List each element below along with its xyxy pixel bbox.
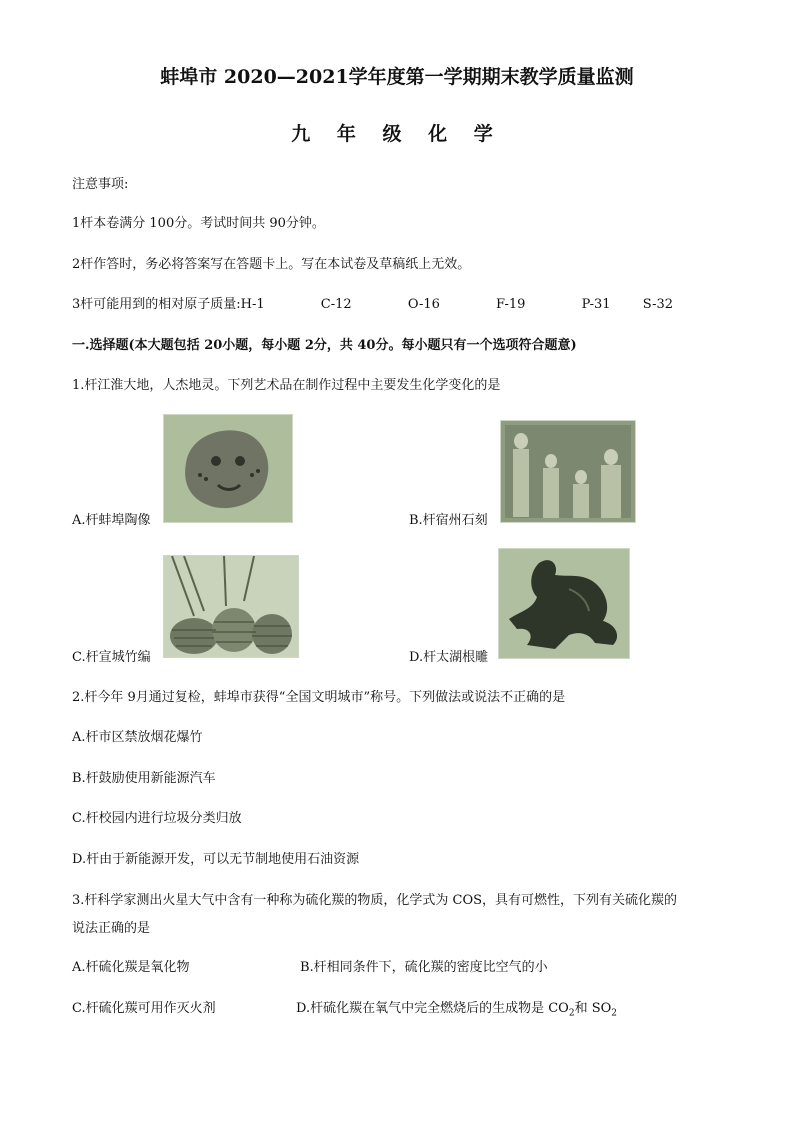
q1-option-d: D.杆太湖根雕: [409, 650, 489, 665]
pottery-image: [163, 414, 293, 523]
q3-option-d: [296, 997, 617, 1019]
q3-stem-line-2: 说法正确的是: [72, 921, 151, 936]
exam-title: 蚌埠市 2020—2021学年度第一学期期末教学质量监测: [160, 66, 634, 88]
so2-formula: SO: [591, 1001, 612, 1016]
q3-option-d-conj: 和: [574, 1001, 592, 1016]
q1-option-b: B.杆宿州石刻: [409, 513, 488, 528]
notice-item-2: 2杆作答时，务必将答案写在答题卡上。写在本试卷及草稿纸上无效。: [72, 257, 471, 272]
notice-item-3-text: 3杆可能用到的相对原子质量:H-1: [72, 297, 265, 312]
notice-item-1: 1杆本卷满分 100分。考试时间共 90分钟。: [72, 216, 325, 231]
stone-relief-icon: [501, 421, 635, 522]
mass-p: P-31: [581, 297, 611, 312]
q2-option-d: D.杆由于新能源开发，可以无节制地使用石油资源: [72, 852, 360, 867]
co2-formula: CO: [548, 1001, 569, 1016]
pottery-figure-icon: [164, 415, 292, 522]
horse-root-carving-icon: [499, 549, 629, 658]
bamboo-weaving-image: [163, 555, 299, 658]
q1-option-c: C.杆宣城竹编: [72, 650, 151, 665]
mass-o: O-16: [407, 297, 440, 312]
exam-subtitle: 九 年 级 化 学: [291, 123, 503, 145]
q2-option-a: A.杆市区禁放烟花爆竹: [72, 730, 203, 745]
notice-heading: 注意事项:: [72, 177, 129, 192]
mass-s: S-32: [642, 297, 674, 312]
mass-f: F-19: [496, 297, 526, 312]
q3-option-a: A.杆硫化羰是氧化物: [72, 960, 190, 975]
q3-option-b: B.杆相同条件下，硫化羰的密度比空气的小: [300, 960, 548, 975]
so2-subscript: 2: [611, 1008, 618, 1019]
mass-c: C-12: [320, 297, 352, 312]
notice-item-3: [72, 293, 673, 312]
stone-carving-image: [500, 420, 636, 523]
q2-stem: 2.杆今年 9月通过复检，蚌埠市获得“全国文明城市”称号。下列做法或说法不正确的是: [72, 690, 566, 705]
q3-stem-line-1: 3.杆科学家测出火星大气中含有一种称为硫化羰的物质，化学式为 COS，具有可燃性，下列有关硫化羰的: [72, 893, 678, 908]
bamboo-baskets-icon: [164, 556, 298, 657]
section-1-heading: 一.选择题(本大题包括 20小题，每小题 2分，共 40分。每小题只有一个选项符合题意): [72, 338, 577, 353]
q1-stem: 1.杆江淮大地，人杰地灵。下列艺术品在制作过程中主要发生化学变化的是: [72, 378, 501, 393]
co2-subscript: 2: [568, 1008, 575, 1019]
q1-option-a: A.杆蚌埠陶像: [72, 513, 151, 528]
q2-option-c: C.杆校园内进行垃圾分类归放: [72, 811, 242, 826]
root-carving-image: [498, 548, 630, 659]
q3-option-c: C.杆硫化羰可用作灭火剂: [72, 1001, 216, 1016]
q3-option-d-text: D.杆硫化羰在氧气中完全燃烧后的生成物是: [296, 1001, 549, 1016]
q2-option-b: B.杆鼓励使用新能源汽车: [72, 771, 216, 786]
